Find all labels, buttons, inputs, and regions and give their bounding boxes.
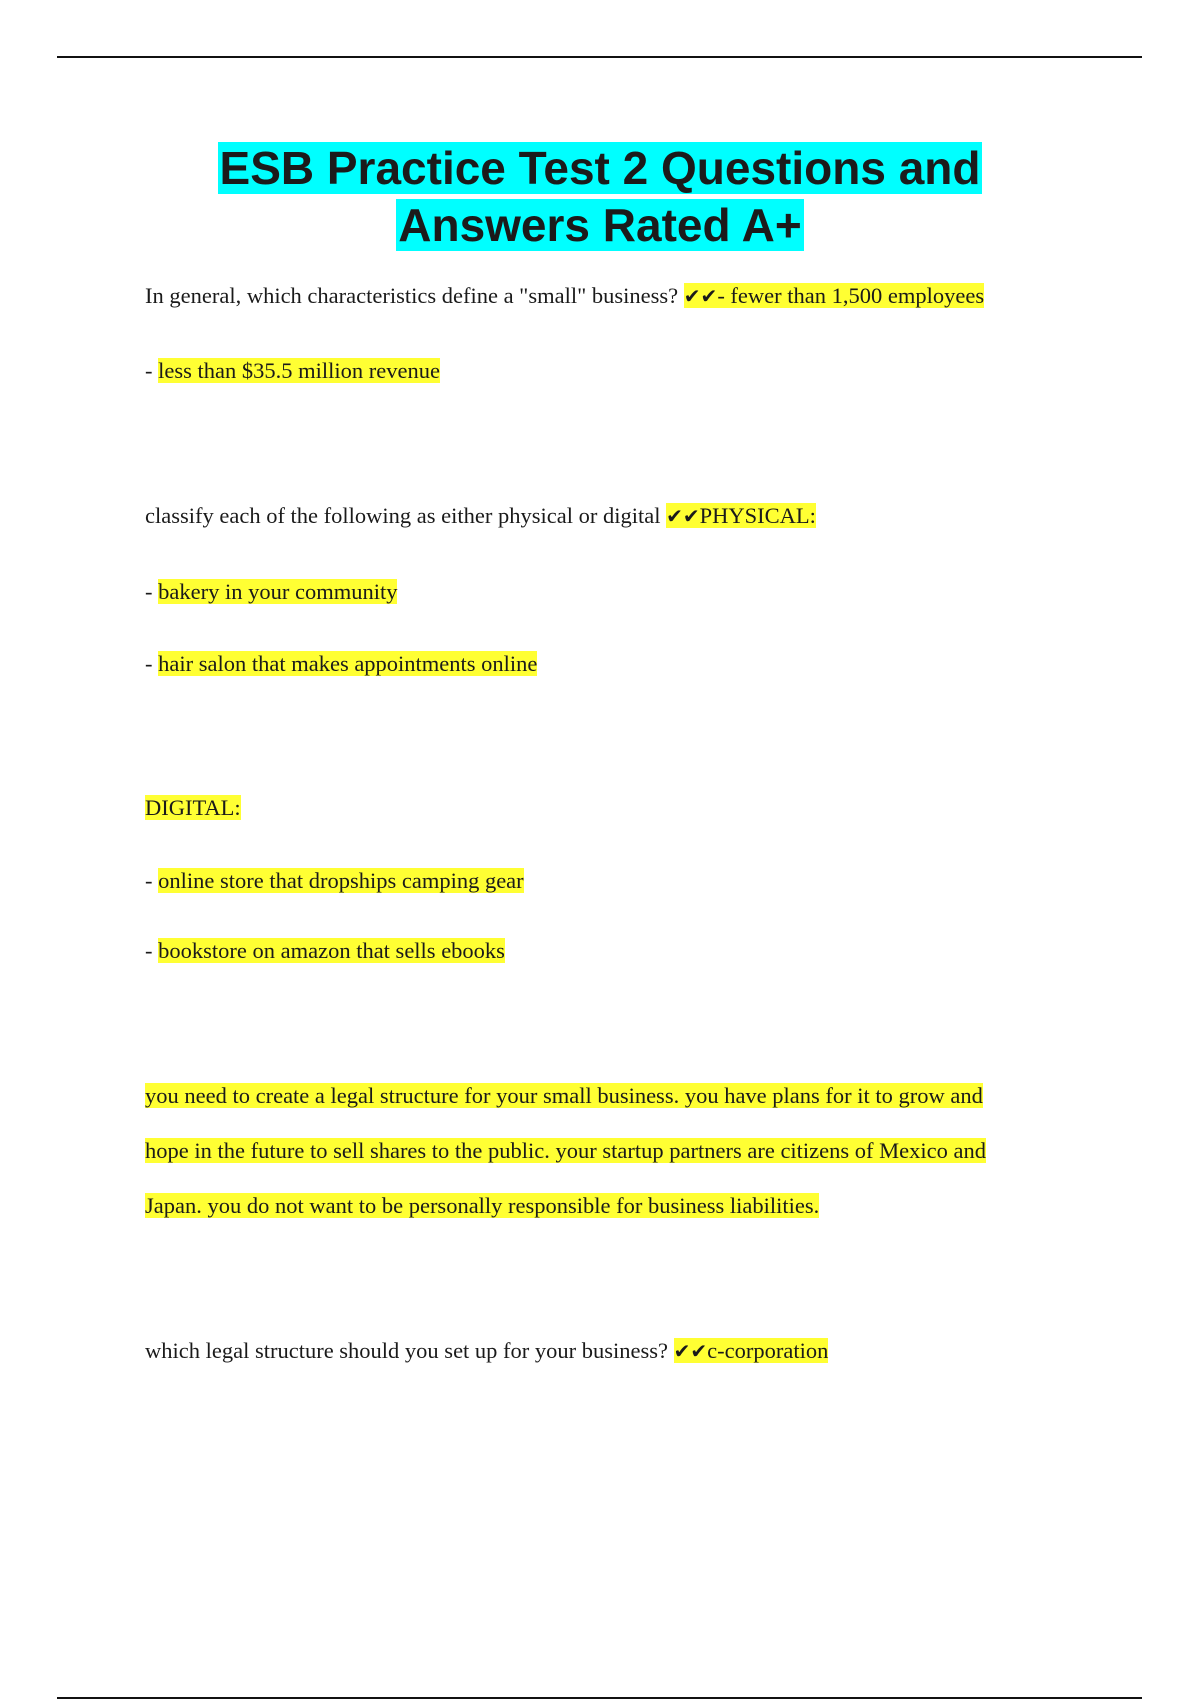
paragraph-text: hope in the future to sell shares to the public. your startup partners are citizens of Mexico and <box>145 1138 986 1163</box>
paragraph-text: Japan. you do not want to be personally responsible for business liabilities. <box>145 1193 820 1218</box>
answer-line <box>145 936 505 966</box>
top-rule <box>57 56 1142 58</box>
answer-line <box>145 866 524 896</box>
paragraph-line <box>145 1136 986 1166</box>
paragraph-line <box>145 1191 819 1221</box>
question-2 <box>145 501 816 531</box>
bullet: - <box>145 868 159 893</box>
answer-text: bakery in your community <box>158 579 398 604</box>
title-line-2: Answers Rated A+ <box>398 199 802 251</box>
bullet: - <box>145 938 159 963</box>
document-title <box>100 140 1100 254</box>
answer-text: online store that dropships camping gear <box>158 868 524 893</box>
answer-heading <box>145 793 241 823</box>
answer-line <box>145 649 537 679</box>
answer-text: PHYSICAL: <box>699 503 816 528</box>
answer-highlight <box>674 1338 829 1363</box>
bullet: - <box>145 358 159 383</box>
question-text: classify each of the following as either physical or digital <box>145 503 661 528</box>
paragraph-line <box>145 1081 983 1111</box>
answer-text: hair salon that makes appointments online <box>158 651 538 676</box>
bottom-rule <box>57 1697 1142 1699</box>
check-icon: ✔✔ <box>666 504 700 528</box>
answer-line <box>145 577 397 607</box>
check-icon: ✔✔ <box>673 1339 708 1363</box>
answer-text: bookstore on amazon that sells ebooks <box>158 938 505 963</box>
answer-text: c-corporation <box>707 1338 829 1363</box>
question-text: which legal structure should you set up for your business? <box>145 1338 669 1363</box>
answer-line <box>145 356 440 386</box>
question-text: In general, which characteristics define a "small" business? <box>145 283 679 308</box>
question-4 <box>145 1336 828 1366</box>
question-1 <box>145 281 984 311</box>
bullet: - <box>145 579 159 604</box>
bullet: - <box>145 651 159 676</box>
answer-highlight <box>684 283 984 308</box>
paragraph-text: you need to create a legal structure for your small business. you have plans for it to grow and <box>145 1083 983 1108</box>
answer-text: less than $35.5 million revenue <box>158 358 440 383</box>
answer-text: - fewer than 1,500 employees <box>717 283 985 308</box>
answer-highlight <box>666 503 816 528</box>
check-icon: ✔✔ <box>683 284 718 308</box>
title-line-1: ESB Practice Test 2 Questions and <box>219 142 981 194</box>
answer-text: DIGITAL: <box>145 795 241 820</box>
